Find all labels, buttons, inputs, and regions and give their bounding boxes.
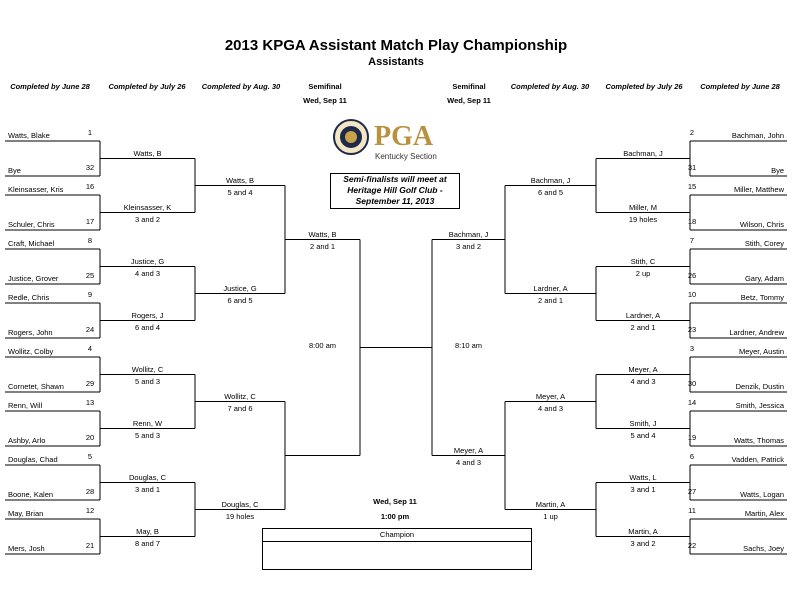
seed-number: 15 <box>687 182 697 191</box>
player-name: Cornetet, Shawn <box>8 382 64 391</box>
match-score: 6 and 5 <box>227 295 253 305</box>
player-name: Denzik, Dustin <box>735 382 784 391</box>
player-name: Watts, Thomas <box>733 436 784 445</box>
winner-name: Meyer, A <box>628 364 658 374</box>
final-time: 1:00 pm <box>380 512 410 521</box>
match-score: 2 and 1 <box>309 241 336 251</box>
seed-number: 31 <box>687 163 697 172</box>
player-name: Boone, Kalen <box>8 490 54 499</box>
winner-name: Meyer, A <box>453 445 484 455</box>
winner-name: Watts, B <box>225 175 255 185</box>
match-score: 4 and 3 <box>630 376 656 386</box>
round-header: Completed by July 26 <box>605 82 683 91</box>
match-score: 6 and 4 <box>134 322 161 332</box>
seed-number: 6 <box>689 452 695 461</box>
winner-name: Martin, A <box>535 499 566 509</box>
seed-number: 30 <box>687 379 697 388</box>
winner-name: Wollitz, C <box>224 391 256 401</box>
round-header: Completed by Aug. 30 <box>510 82 590 91</box>
match-score: 6 and 5 <box>537 187 564 197</box>
tee-time: 8:10 am <box>454 341 483 350</box>
match-score: 4 and 3 <box>537 403 564 413</box>
semifinal-date: Wed, Sep 11 <box>447 96 491 105</box>
player-name: Smith, Jessica <box>735 401 784 410</box>
match-score: 1 up <box>543 511 558 521</box>
winner-name: Watts, B <box>133 148 162 158</box>
seed-number: 22 <box>687 541 697 550</box>
final-date: Wed, Sep 11 <box>373 497 417 506</box>
logo-section: Kentucky Section <box>375 152 437 161</box>
winner-name: Rogers, J <box>131 310 164 320</box>
round-header: Semifinal <box>452 82 486 91</box>
seed-number: 9 <box>87 290 93 299</box>
match-score: 5 and 4 <box>227 187 253 197</box>
player-name: Vadden, Patrick <box>731 455 784 464</box>
seed-number: 11 <box>688 506 696 515</box>
semifinal-date: Wed, Sep 11 <box>303 96 347 105</box>
logo-text: PGA <box>374 121 434 152</box>
winner-name: Lardner, A <box>625 310 661 320</box>
seed-number: 5 <box>87 452 93 461</box>
match-score: 5 and 3 <box>134 430 161 440</box>
winner-name: Smith, J <box>629 418 657 428</box>
page-subtitle: Assistants <box>368 56 424 68</box>
player-name: Lardner, Andrew <box>729 328 784 337</box>
seed-number: 26 <box>687 271 697 280</box>
champion-label: Champion <box>379 530 415 539</box>
player-name: Justice, Grover <box>8 274 59 283</box>
seed-number: 32 <box>85 163 95 172</box>
seed-number: 29 <box>85 379 95 388</box>
seed-number: 21 <box>85 541 95 550</box>
tee-time: 8:00 am <box>308 341 337 350</box>
player-name: Bachman, John <box>731 131 784 140</box>
player-name: Renn, Will <box>8 401 43 410</box>
player-name: Bye <box>771 166 784 175</box>
champion-line <box>263 541 531 542</box>
note-line: September 11, 2013 <box>355 196 435 206</box>
player-name: Kleinsasser, Kris <box>8 185 64 194</box>
player-name: Gary, Adam <box>744 274 784 283</box>
match-score: 3 and 2 <box>630 538 656 548</box>
seed-number: 16 <box>85 182 95 191</box>
seed-number: 12 <box>85 506 95 515</box>
match-score: 5 and 3 <box>134 376 161 386</box>
seed-number: 18 <box>687 217 697 226</box>
match-score: 5 and 4 <box>630 430 656 440</box>
winner-name: Douglas, C <box>128 472 167 482</box>
match-score: 2 and 1 <box>537 295 564 305</box>
player-name: Martin, Alex <box>744 509 784 518</box>
winner-name: Watts, L <box>629 472 657 482</box>
winner-name: Bachman, J <box>530 175 571 185</box>
seed-number: 4 <box>87 344 93 353</box>
player-name: Ashby, Arlo <box>8 436 46 445</box>
player-name: May, Brian <box>8 509 44 518</box>
player-name: Betz, Tommy <box>740 293 784 302</box>
player-name: Craft, Michael <box>8 239 55 248</box>
match-score: 4 and 3 <box>455 457 482 467</box>
round-header: Completed by Aug. 30 <box>201 82 281 91</box>
winner-name: Miller, M <box>629 202 657 212</box>
match-score: 2 up <box>635 268 651 278</box>
match-score: 3 and 1 <box>134 484 161 494</box>
player-name: Meyer, Austin <box>738 347 784 356</box>
seed-number: 10 <box>687 290 697 299</box>
champion-box <box>262 528 532 570</box>
match-score: 3 and 2 <box>455 241 482 251</box>
winner-name: Renn, W <box>132 418 163 428</box>
winner-name: Meyer, A <box>535 391 566 401</box>
match-score: 4 and 3 <box>134 268 161 278</box>
player-name: Redle, Chris <box>8 293 50 302</box>
seed-number: 27 <box>687 487 697 496</box>
player-name: Watts, Logan <box>740 490 784 499</box>
seed-number: 13 <box>85 398 95 407</box>
round-header: Semifinal <box>308 82 342 91</box>
winner-name: May, B <box>136 526 159 536</box>
seed-number: 23 <box>687 325 697 334</box>
player-name: Wollitz, Colby <box>8 347 54 356</box>
match-score: 8 and 7 <box>134 538 161 548</box>
seed-number: 14 <box>687 398 697 407</box>
player-name: Miller, Matthew <box>733 185 784 194</box>
seed-number: 1 <box>87 128 93 137</box>
match-score: 7 and 6 <box>227 403 253 413</box>
winner-name: Douglas, C <box>221 499 259 509</box>
seed-number: 8 <box>87 236 93 245</box>
player-name: Mers, Josh <box>8 544 45 553</box>
winner-name: Wollitz, C <box>131 364 164 374</box>
match-score: 2 and 1 <box>630 322 656 332</box>
winner-name: Justice, G <box>130 256 165 266</box>
match-score: 19 holes <box>628 214 658 224</box>
winner-name: Justice, G <box>223 283 257 293</box>
match-score: 19 holes <box>225 511 255 521</box>
player-name: Sachs, Joey <box>743 544 784 553</box>
seed-number: 24 <box>85 325 95 334</box>
round-header: Completed by June 28 <box>10 82 90 91</box>
match-score: 3 and 2 <box>134 214 161 224</box>
winner-name: Martin, A <box>628 526 658 536</box>
player-name: Bye <box>8 166 21 175</box>
seed-number: 7 <box>689 236 695 245</box>
round-header: Completed by June 28 <box>700 82 780 91</box>
note-line: Semi-finalists will meet at <box>343 174 447 184</box>
seed-number: 28 <box>85 487 95 496</box>
player-name: Douglas, Chad <box>8 455 58 464</box>
player-name: Watts, Blake <box>8 131 50 140</box>
winner-name: Kleinsasser, K <box>123 202 172 212</box>
round-header: Completed by July 26 <box>108 82 186 91</box>
seed-number: 25 <box>85 271 95 280</box>
seed-number: 20 <box>85 433 95 442</box>
winner-name: Watts, B <box>308 229 337 239</box>
note-line: Heritage Hill Golf Club - <box>347 185 443 195</box>
seed-number: 19 <box>687 433 697 442</box>
winner-name: Stith, C <box>630 256 656 266</box>
player-name: Schuler, Chris <box>8 220 55 229</box>
player-name: Wilson, Chris <box>739 220 784 229</box>
winner-name: Lardner, A <box>533 283 568 293</box>
winner-name: Bachman, J <box>448 229 489 239</box>
match-score: 3 and 1 <box>630 484 656 494</box>
page-title: 2013 KPGA Assistant Match Play Championship <box>224 37 568 54</box>
player-name: Stith, Corey <box>744 239 784 248</box>
seed-number: 3 <box>689 344 695 353</box>
player-name: Rogers, John <box>8 328 53 337</box>
seed-number: 17 <box>85 217 95 226</box>
winner-name: Bachman, J <box>623 148 663 158</box>
seed-number: 2 <box>689 128 695 137</box>
